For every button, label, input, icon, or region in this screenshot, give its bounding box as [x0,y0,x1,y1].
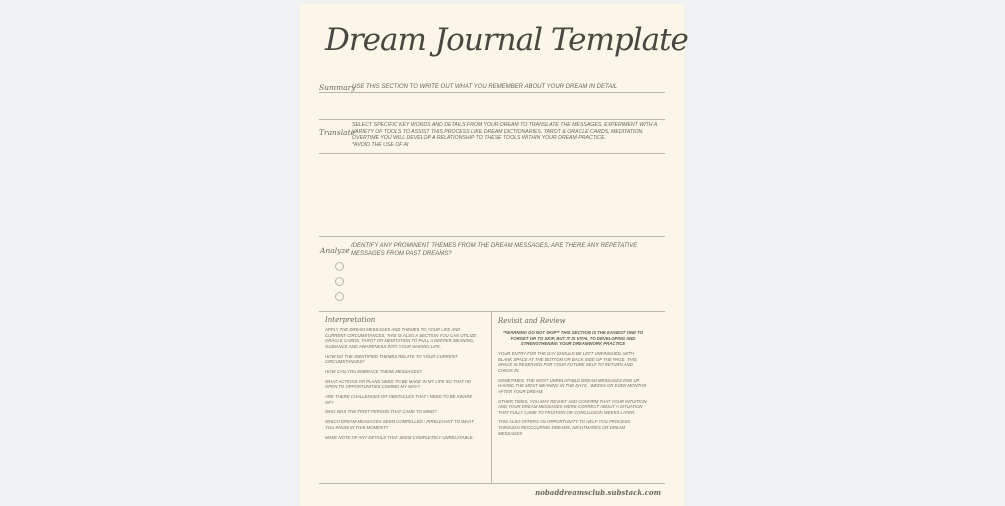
interpretation-paragraph: MAKE NOTE OF ANY DETAILS THAT SEEM COMPLETELY UNRELATABLE. [325,434,474,440]
summary-rule [319,92,665,93]
analyze-bullet-circle[interactable] [335,277,344,286]
revisit-paragraph: OTHER TIMES, YOU MAY REVISIT AND CONFIRM THAT YOUR INTUITION AND YOUR DREAM MESSAGES WERE CORRECT ABOUT A SITUATION THAT FULLY CAME TO FRUITION OR CONCLUSION WEEKS LATER. [498,398,647,415]
footer-rule [319,483,665,484]
revisit-body [498,330,648,440]
revisit-paragraph: THIS ALSO OFFERS AN OPPORTUNITY TO HELP YOU PROCESS THROUGH REOCCURING DREAMS, NIGHTMARES OR DREAM MESSAGES [498,419,630,436]
translate-instruction-block [352,122,664,148]
translate-note: *AVOID THE USE OF AI [352,141,409,148]
interpretation-paragraph: HOW DO THE IDENTIFIED THEMES RELATE TO YOUR CURRENT CIRCUMSTANCES? [325,353,458,365]
column-divider [491,311,492,483]
interpretation-paragraph: HOW CAN YOU EMBRACE THESE MESSAGES? [325,368,422,374]
interpretation-paragraph: WHO WAS THE FIRST PERSON THAT CAME TO MIND? [325,409,437,415]
revisit-warning: **WARNING DO NOT SKIP** THIS SECTION IS THE EASIEST ONE TO FORGET OR TO SKIP, BUT IT IS VITAL TO DEVELOPING AND STRENGTHENING YOUR DREAMWORK PRACTICE [502,330,644,347]
page-title: Dream Journal Template [325,22,688,58]
revisit-paragraph: YOUR ENTRY FOR THE DAY SHOULD BE LEFT UNFINISHED, WITH BLANK SPACE AT THE BOTTOM OR BACK SIDE OF THE PAGE. THIS SPACE IS RESERVED FOR YOUR FUTURE SELF TO RETURN AND CHECK IN. [498,350,637,373]
analyze-bullet-circle[interactable] [335,292,344,301]
interpretation-body [325,327,477,444]
revisit-paragraph: SOMETIMES, THE MOST UNRELATABLE DREAM MESSAGES END UP HAVING THE MOST MEANING IN THE DAYS , WEEKS OR EVEN MONTHS AFTER YOUR DREAM. [498,377,647,394]
summary-instruction: USE THIS SECTION TO WRITE OUT WHAT YOU REMEMBER ABOUT YOUR DREAM IN DETAIL [352,84,618,90]
analyze-top-rule [319,236,665,237]
interpretation-paragraph: WHICH DREAM MESSAGES SEEM COMPELLED / IRRELEVANT TO WHAT YOU KNOW IN THIS MOMENT? [325,419,474,430]
translate-label: Translate [319,128,356,137]
analyze-bullet-circle[interactable] [335,262,344,271]
summary-label: Summary [319,83,356,92]
translate-instruction: SELECT SPECIFIC KEY WORDS AND DETAILS FROM YOUR DREAM TO TRANSLATE THE MESSAGES, EXPERIMENT WITH A VARIETY OF TOOLS TO ASSIST THIS PROCESS LIKE DREAM DICTIONARIES, TAROT & ORACLE CARDS, MEDITATION. OVERTIME YOU WILL DEVELOP A RELATIONSHIP TO THESE TOOLS WITHIN YOUR DREAM PRACTICE. [352,122,658,142]
interpretation-paragraph: APPLY THE DREAM MESSAGES AND THEMES TO YOUR LIFE AND CURRENT CIRCUMSTANCES, THIS IS ALSO A SECTION YOU CAN UTILIZE ORACLE CARDS, TAROT OR MEDITATION TO PULL A DEEPER MEANING, GUIDANCE AND AWARENESS INTO YOUR WAKING LIFE. [325,327,477,349]
interpretation-paragraph: ARE THERE CHALLENGES OR OBSTACLES THAT I NEED TO BE AWARE OF? [325,394,473,405]
translate-bottom-rule [319,153,665,154]
analyze-bottom-rule [319,311,665,312]
interpretation-heading: Interpretation [325,316,376,324]
revisit-heading: Revisit and Review [498,317,566,325]
translate-top-rule [319,119,665,120]
analyze-label: Analyze [320,246,350,255]
interpretation-paragraph: WHAT ACTIONS OR PLANS NEED TO BE MADE IN MY LIFE SO THAT I'M OPEN TO OPPORTUNITIES COMING MY WAY? [325,378,471,390]
journal-page [299,4,688,506]
analyze-instruction: IDENTIFY ANY PROMINENT THEMES FROM THE DREAM MESSAGES, ARE THERE ANY REPETATIVE MESSAGES FROM PAST DREAMS? [351,243,638,257]
footer-url[interactable]: nobaddreamsclub.substack.com [535,488,661,497]
